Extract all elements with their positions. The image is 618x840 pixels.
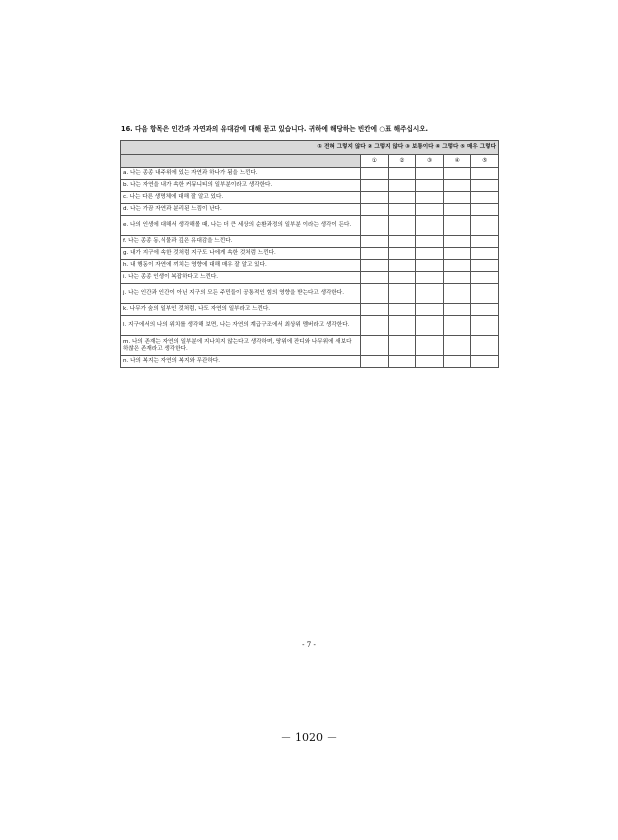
- item-text: g. 내가 지구에 속한 것처럼 지구도 나에게 속한 것처럼 느낀다.: [121, 248, 361, 260]
- response-cell-1[interactable]: [361, 284, 389, 304]
- response-cell-4[interactable]: [443, 336, 471, 356]
- table-row: [121, 168, 499, 180]
- response-cell-3[interactable]: [416, 260, 444, 272]
- item-text: f. 나는 종종 동,식물과 깊은 유대감을 느낀다.: [121, 236, 361, 248]
- response-cell-5[interactable]: [471, 284, 499, 304]
- header-blank-cell: [121, 155, 361, 168]
- table-row: [121, 260, 499, 272]
- response-cell-1[interactable]: [361, 356, 389, 368]
- response-cell-5[interactable]: [471, 336, 499, 356]
- column-header-row: [121, 155, 499, 168]
- item-text: e. 나의 인생에 대해서 생각해볼 때, 나는 더 큰 세상의 순환과정의 일부분 이라는 생각이 든다.: [121, 216, 361, 236]
- item-text: c. 나는 다른 생명체에 대해 잘 알고 있다.: [121, 192, 361, 204]
- response-cell-2[interactable]: [388, 304, 416, 316]
- response-cell-4[interactable]: [443, 284, 471, 304]
- response-cell-3[interactable]: [416, 356, 444, 368]
- response-cell-3[interactable]: [416, 316, 444, 336]
- response-cell-3[interactable]: [416, 284, 444, 304]
- response-cell-5[interactable]: [471, 180, 499, 192]
- response-cell-5[interactable]: [471, 248, 499, 260]
- response-cell-1[interactable]: [361, 248, 389, 260]
- response-cell-2[interactable]: [388, 216, 416, 236]
- item-text: l. 지구에서의 나의 위치를 생각해 보면, 나는 자연의 계급구조에서 최상위 멤버라고 생각한다.: [121, 316, 361, 336]
- response-cell-1[interactable]: [361, 216, 389, 236]
- item-text: a. 나는 종종 내주위에 있는 자연과 하나가 됨을 느낀다.: [121, 168, 361, 180]
- item-text: n. 나의 복지는 자연의 복지와 무관하다.: [121, 356, 361, 368]
- response-cell-5[interactable]: [471, 260, 499, 272]
- col-header-1: ①: [361, 155, 389, 168]
- response-cell-2[interactable]: [388, 180, 416, 192]
- response-cell-4[interactable]: [443, 192, 471, 204]
- col-header-5: ⑤: [471, 155, 499, 168]
- response-cell-5[interactable]: [471, 216, 499, 236]
- table-row: [121, 192, 499, 204]
- outer-page-number: － 1020 －: [280, 731, 338, 744]
- response-cell-1[interactable]: [361, 316, 389, 336]
- response-cell-5[interactable]: [471, 356, 499, 368]
- response-cell-4[interactable]: [443, 204, 471, 216]
- response-cell-4[interactable]: [443, 180, 471, 192]
- response-cell-2[interactable]: [388, 272, 416, 284]
- response-cell-5[interactable]: [471, 304, 499, 316]
- table-row: [121, 272, 499, 284]
- response-cell-3[interactable]: [416, 180, 444, 192]
- item-text: j. 나는 인간과 인간이 아닌 지구의 모든 주민들이 공통적인 힘의 영향을 받는다고 생각한다.: [121, 284, 361, 304]
- response-cell-4[interactable]: [443, 316, 471, 336]
- item-text: h. 내 행동이 자연에 끼치는 영향에 대해 매우 잘 알고 있다.: [121, 260, 361, 272]
- response-cell-2[interactable]: [388, 356, 416, 368]
- table-row: [121, 316, 499, 336]
- response-cell-4[interactable]: [443, 272, 471, 284]
- response-cell-3[interactable]: [416, 216, 444, 236]
- table-row: [121, 304, 499, 316]
- response-cell-1[interactable]: [361, 180, 389, 192]
- response-cell-1[interactable]: [361, 168, 389, 180]
- survey-table: [120, 140, 499, 368]
- scale-header-row: [121, 141, 499, 155]
- response-cell-5[interactable]: [471, 192, 499, 204]
- response-cell-3[interactable]: [416, 248, 444, 260]
- response-cell-1[interactable]: [361, 204, 389, 216]
- response-cell-1[interactable]: [361, 192, 389, 204]
- response-cell-5[interactable]: [471, 168, 499, 180]
- response-cell-3[interactable]: [416, 192, 444, 204]
- response-cell-3[interactable]: [416, 304, 444, 316]
- table-row: [121, 284, 499, 304]
- table-row: [121, 248, 499, 260]
- response-cell-2[interactable]: [388, 336, 416, 356]
- table-row: [121, 204, 499, 216]
- response-cell-4[interactable]: [443, 216, 471, 236]
- page-number: - 7 -: [302, 641, 316, 649]
- response-cell-4[interactable]: [443, 260, 471, 272]
- table-row: [121, 216, 499, 236]
- response-cell-5[interactable]: [471, 272, 499, 284]
- response-cell-2[interactable]: [388, 260, 416, 272]
- item-text: i. 나는 종종 인생이 복잡하다고 느낀다.: [121, 272, 361, 284]
- response-cell-1[interactable]: [361, 260, 389, 272]
- col-header-3: ③: [416, 155, 444, 168]
- item-text: b. 나는 자연을 내가 속한 커뮤니티의 일부분이라고 생각한다.: [121, 180, 361, 192]
- question-text: 16. 다음 항목은 인간과 자연과의 유대감에 대해 묻고 있습니다. 귀하에 해당하는 빈칸에 ○표 해주십시오.: [121, 125, 429, 133]
- response-cell-2[interactable]: [388, 236, 416, 248]
- table-row: [121, 180, 499, 192]
- col-header-2: ②: [388, 155, 416, 168]
- response-cell-2[interactable]: [388, 284, 416, 304]
- response-cell-3[interactable]: [416, 336, 444, 356]
- response-cell-4[interactable]: [443, 356, 471, 368]
- item-text: d. 나는 가끔 자연과 분리된 느낌이 난다.: [121, 204, 361, 216]
- response-cell-1[interactable]: [361, 236, 389, 248]
- response-cell-4[interactable]: [443, 236, 471, 248]
- response-cell-4[interactable]: [443, 304, 471, 316]
- table-row: [121, 236, 499, 248]
- response-cell-3[interactable]: [416, 272, 444, 284]
- response-cell-3[interactable]: [416, 168, 444, 180]
- response-cell-2[interactable]: [388, 192, 416, 204]
- response-cell-2[interactable]: [388, 316, 416, 336]
- response-cell-2[interactable]: [388, 204, 416, 216]
- table-row: [121, 336, 499, 356]
- scale-header: ① 전혀 그렇지 않다 ② 그렇지 않다 ③ 보통이다 ④ 그렇다 ⑤ 매우 그렇다: [121, 141, 499, 155]
- response-cell-1[interactable]: [361, 272, 389, 284]
- response-cell-3[interactable]: [416, 204, 444, 216]
- item-text: m. 나의 존재는 자연의 일부분에 지나치지 않는다고 생각하며, 땅위에 잔디와 나무위에 새보다 하찮은 존재라고 생각한다.: [121, 336, 361, 356]
- table-row: [121, 356, 499, 368]
- response-cell-5[interactable]: [471, 204, 499, 216]
- response-cell-5[interactable]: [471, 316, 499, 336]
- response-cell-2[interactable]: [388, 168, 416, 180]
- response-cell-5[interactable]: [471, 236, 499, 248]
- response-cell-3[interactable]: [416, 236, 444, 248]
- item-text: k. 나무가 숲의 일부인 것처럼, 나도 자연의 일부라고 느낀다.: [121, 304, 361, 316]
- response-cell-2[interactable]: [388, 248, 416, 260]
- col-header-4: ④: [443, 155, 471, 168]
- response-cell-4[interactable]: [443, 248, 471, 260]
- response-cell-1[interactable]: [361, 304, 389, 316]
- response-cell-1[interactable]: [361, 336, 389, 356]
- response-cell-4[interactable]: [443, 168, 471, 180]
